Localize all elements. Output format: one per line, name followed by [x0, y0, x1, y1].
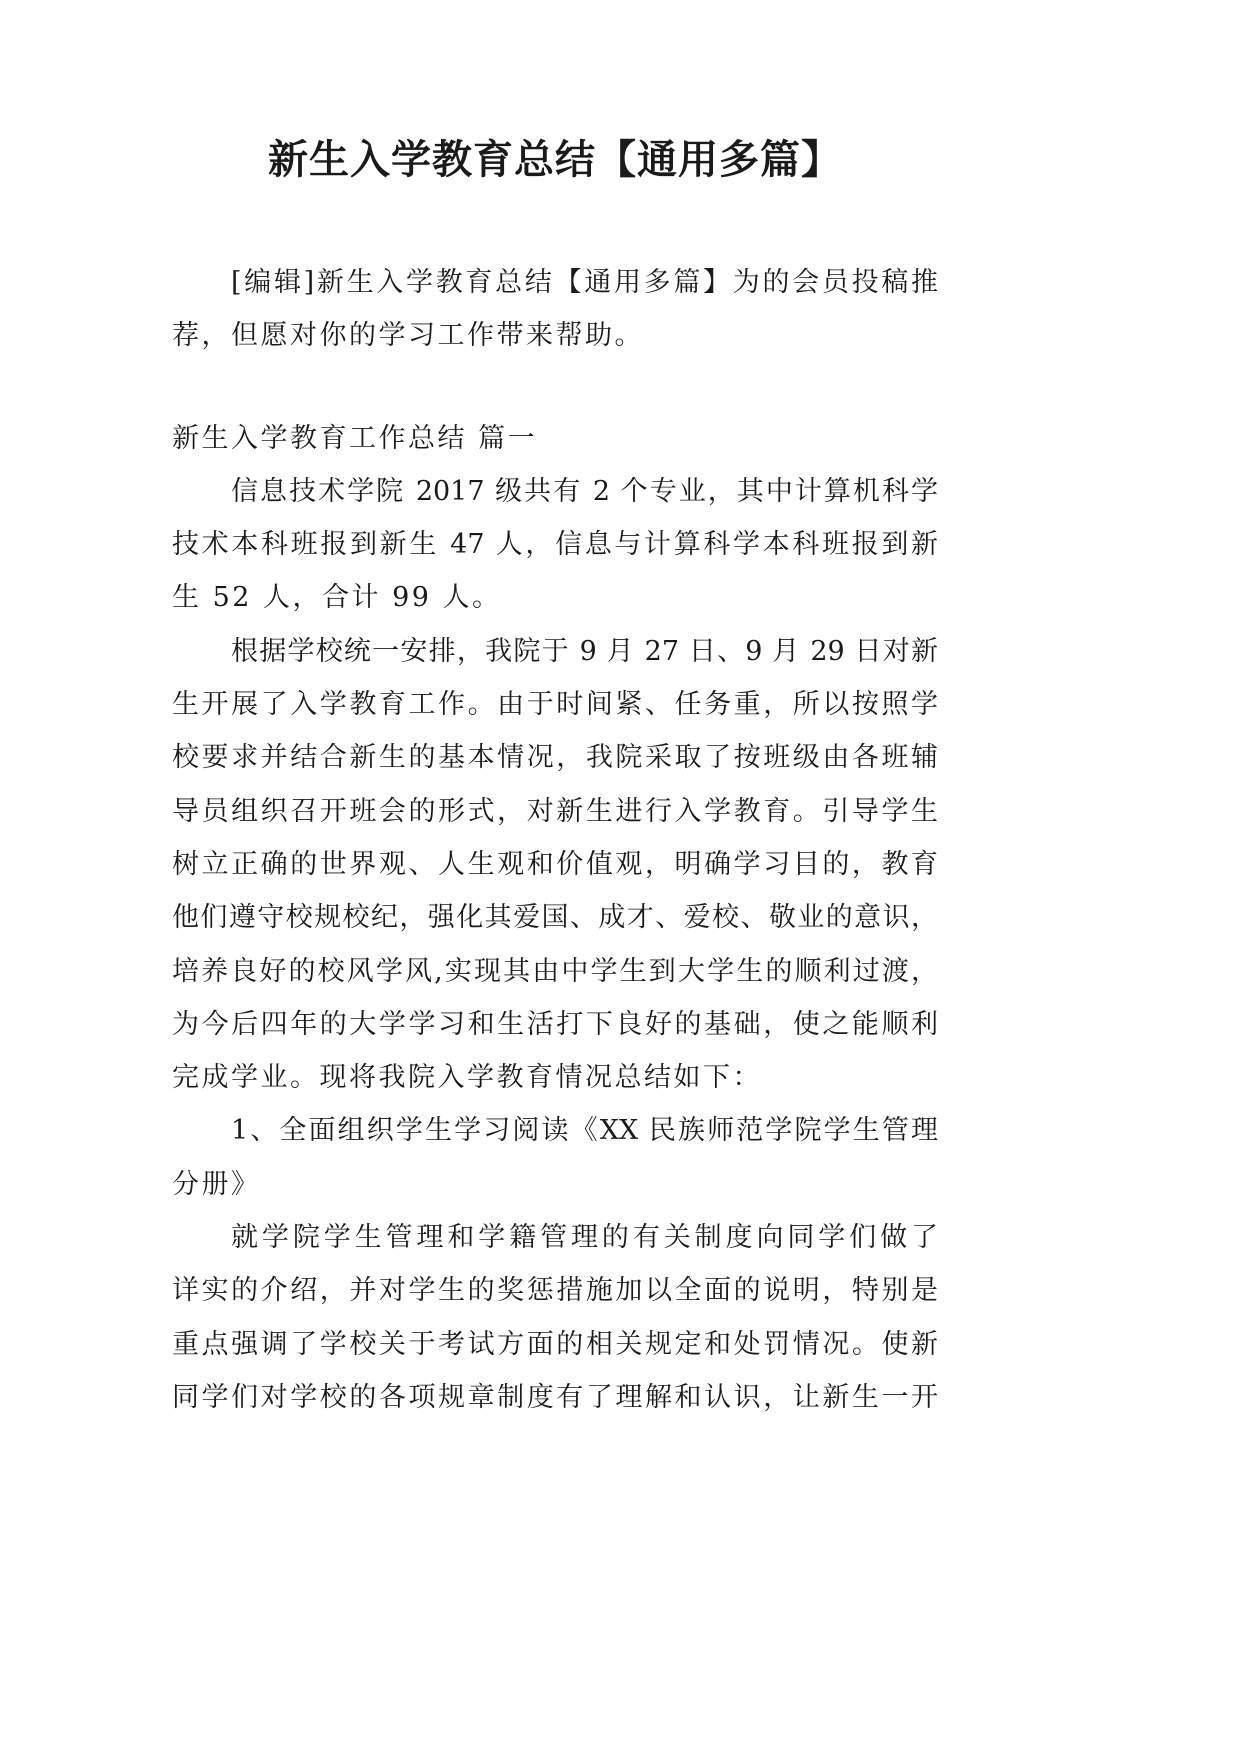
text-line: 校要求并结合新生的基本情况，我院采取了按班级由各班辅 — [172, 742, 938, 774]
document-title: 新生入学教育总结【通用多篇】 — [268, 136, 842, 183]
text-line: 同学们对学校的各项规章制度有了理解和认识，让新生一开 — [172, 1381, 938, 1413]
text-line: 就学院学生管理和学籍管理的有关制度向同学们做了 — [231, 1222, 938, 1254]
document-body — [172, 256, 938, 1424]
text-line: 他们遵守校规校纪，强化其爱国、成才、爱校、敬业的意识， — [172, 902, 938, 934]
intro-paragraph — [172, 256, 938, 363]
text-line: 重点强调了学校关于考试方面的相关规定和处罚情况。使新 — [172, 1328, 938, 1360]
text-line: 为今后四年的大学学习和生活打下良好的基础，使之能顺利 — [172, 1008, 938, 1040]
text-line: 生 52 人，合计 99 人。 — [172, 582, 502, 614]
body-paragraph — [172, 1104, 938, 1211]
text-line: 导员组织召开班会的形式，对新生进行入学教育。引导学生 — [172, 795, 938, 827]
text-line: 完成学业。现将我院入学教育情况总结如下： — [172, 1062, 762, 1094]
text-line: 技术本科班报到新生 47 人，信息与计算科学本科班报到新 — [172, 529, 938, 561]
text-line: 详实的介绍，并对学生的奖惩措施加以全面的说明，特别是 — [172, 1275, 938, 1307]
text-line: 信息技术学院 2017 级共有 2 个专业，其中计算机科学 — [231, 475, 938, 507]
section-heading: 新生入学教育工作总结 篇一 — [172, 422, 538, 454]
text-line: 荐，但愿对你的学习工作带来帮助。 — [172, 320, 644, 352]
text-line: 根据学校统一安排，我院于 9 月 27 日、9 月 29 日对新 — [231, 635, 938, 667]
text-line: 分册》 — [172, 1168, 261, 1200]
text-line: [编辑]新生入学教育总结【通用多篇】为的会员投稿推 — [231, 267, 938, 298]
text-line: 树立正确的世界观、人生观和价值观，明确学习目的，教育 — [172, 848, 938, 880]
text-line: 1、全面组织学生学习阅读《XX 民族师范学院学生管理 — [231, 1115, 938, 1147]
text-line: 生开展了入学教育工作。由于时间紧、任务重，所以按照学 — [172, 689, 938, 721]
body-paragraph — [172, 625, 938, 1105]
body-paragraph — [172, 465, 938, 625]
body-paragraph — [172, 1211, 938, 1424]
text-line: 培养良好的校风学风,实现其由中学生到大学生的顺利过渡， — [172, 955, 938, 987]
